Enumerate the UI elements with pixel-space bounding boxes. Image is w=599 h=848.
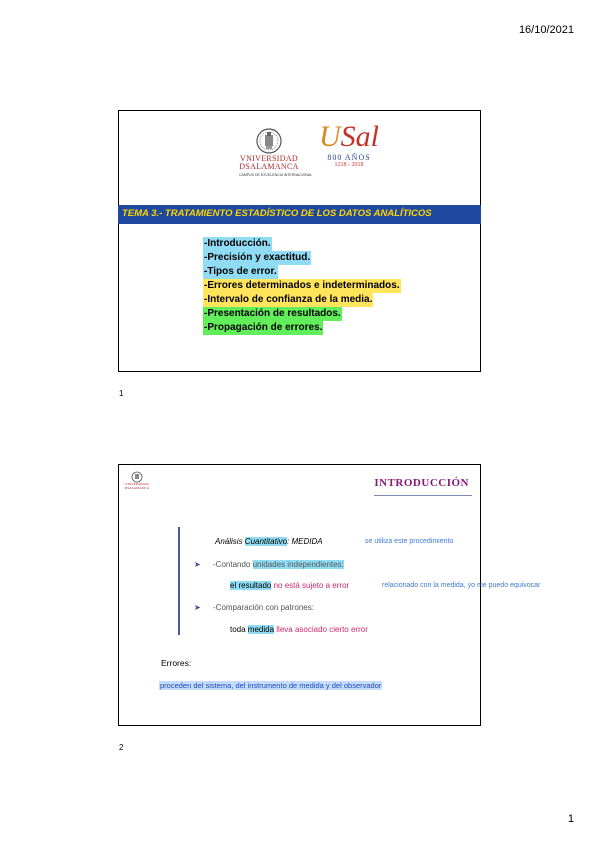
university-tagline: CAMPUS DE EXCELENCIA INTERNACIONAL bbox=[239, 173, 313, 177]
errores-label: Errores: bbox=[161, 658, 192, 668]
resultado-line bbox=[230, 581, 349, 590]
university-name-line1: VNIVERSIDAD bbox=[240, 154, 298, 163]
handwritten-note: se utiliza este procedimiento bbox=[365, 538, 454, 545]
topic-item: -Tipos de error. bbox=[204, 266, 277, 277]
slide-title-bar bbox=[118, 205, 481, 224]
medida-rest: lleva asociado cierto error bbox=[274, 625, 368, 634]
analisis-line bbox=[215, 537, 323, 546]
usal-800-logo-text: Sal bbox=[340, 120, 379, 153]
topic-item: -Precisión y exactitud. bbox=[204, 252, 311, 263]
university-seal-icon bbox=[255, 127, 283, 155]
university-seal-icon bbox=[131, 470, 143, 482]
content-vertical-bar bbox=[178, 527, 180, 635]
university-logo bbox=[239, 127, 313, 189]
medida-highlight: medida bbox=[247, 625, 275, 634]
resultado-highlight: el resultado bbox=[230, 581, 272, 590]
university-name-small-1: VNIVERSIDAD bbox=[125, 482, 149, 486]
errores-text-line bbox=[159, 675, 382, 693]
slide-title: TEMA 3.- TRATAMIENTO ESTADÍSTICO DE LOS DATOS ANALÍTICOS bbox=[122, 208, 432, 219]
university-logo-small bbox=[123, 470, 151, 490]
arrow-bullet-icon: ➤ bbox=[194, 603, 201, 612]
topic-item: -Propagación de errores. bbox=[204, 322, 323, 333]
arrow-bullet-icon: ➤ bbox=[194, 560, 201, 569]
university-name-small-2: DSALAMANCA bbox=[124, 486, 150, 490]
slide-1 bbox=[118, 110, 481, 372]
topic-item: -Intervalo de confianza de la media. bbox=[204, 294, 373, 305]
university-name-line2: DSALAMANCA bbox=[239, 162, 299, 171]
contando-prefix: -Contando bbox=[213, 560, 253, 569]
slide-title: INTRODUCCIÓN bbox=[374, 477, 469, 489]
contando-highlight: unidades independientes: bbox=[252, 560, 344, 569]
usal-800-anos: 800 AÑOS bbox=[327, 153, 371, 162]
analisis-highlight: Cuantitativo bbox=[244, 537, 288, 546]
slide-2 bbox=[118, 464, 541, 726]
analisis-prefix: Análisis bbox=[215, 537, 245, 546]
errores-text: proceden del sistema, del instrumento de medida y del observador bbox=[160, 681, 382, 690]
bullet-contando bbox=[213, 560, 344, 569]
medida-line bbox=[230, 625, 368, 634]
slide-number-2: 2 bbox=[119, 743, 124, 752]
slide-number-1: 1 bbox=[119, 389, 124, 398]
bullet-comparacion: -Comparación con patrones: bbox=[213, 603, 314, 612]
handwritten-note: relacionado con la medida, yo me puedo equivocar bbox=[382, 582, 541, 589]
print-date: 16/10/2021 bbox=[518, 24, 574, 36]
analisis-suffix: : MEDIDA bbox=[287, 537, 323, 546]
usal-800-years: 1218 - 2018 bbox=[334, 162, 364, 168]
toda-text: toda bbox=[230, 625, 248, 634]
topic-item: -Presentación de resultados. bbox=[204, 308, 341, 319]
topic-item: -Introducción. bbox=[204, 238, 271, 249]
usal-800-logo-icon: USal 800 AÑOS 1218 - 2018 bbox=[318, 120, 379, 168]
title-underline bbox=[374, 495, 472, 496]
topic-list bbox=[203, 237, 401, 335]
resultado-rest: no está sujeto a error bbox=[271, 581, 350, 590]
page-number: 1 bbox=[567, 813, 574, 825]
topic-item: -Errores determinados e indeterminados. bbox=[204, 280, 400, 291]
